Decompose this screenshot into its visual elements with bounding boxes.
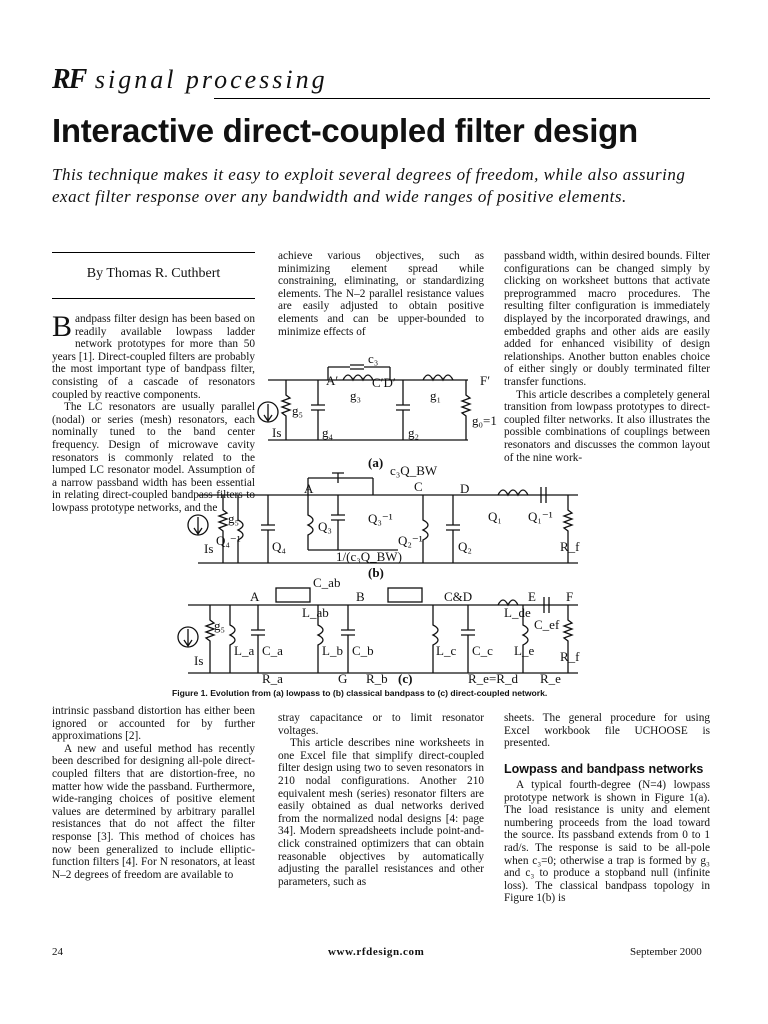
fig-label: C_a: [262, 643, 283, 658]
body-paragraph: Bandpass filter design has been based on readily available lowpass ladder network prototypes for more than 50 years [1]. Direct-coupled filters are probably the most important type of bandpass filter, consisting of a cascade of resonators coupled by reactive components.: [52, 310, 255, 401]
fig-label: Q₂: [458, 539, 472, 554]
body-paragraph: achieve various objectives, such as minimizing element spread while constraining, eliminating, or standardizing elements. The N–2 parallel resistance values are easily adjusted to obtain positive elements and can be upper-bounded to minimize effects of: [278, 250, 484, 338]
byline-rule-bottom: [52, 298, 255, 299]
body-paragraph: stray capacitance or to limit resonator voltages.: [278, 712, 484, 737]
fig-label: B: [356, 589, 365, 604]
fig-label: L_b: [322, 643, 343, 658]
fig-label: Is: [272, 425, 282, 440]
fig-label: D: [460, 481, 470, 496]
fig-label: R_b: [366, 671, 388, 686]
body-paragraph: A typical fourth-degree (N=4) lowpass prototype network is shown in Figure 1(a). The load resistance is unity and element numbering proceeds from the load toward the source. Its passband extends from 0 to 1 rad/s. The response is said to be all-pole when c₃=0; otherwise a trap is formed by g₃ and c₃ to produce a stopband null (infinite loss). The classical bandpass topology in Figure 1(b) is: [504, 779, 710, 905]
fig-label: Is: [194, 653, 204, 668]
fig-label: L_c: [436, 643, 457, 658]
fig-label: A′: [326, 373, 339, 388]
column-2-bottom: [278, 712, 484, 888]
fig-label: C_ef: [534, 617, 560, 632]
byline-rule-top: [52, 252, 255, 253]
body-paragraph: A new and useful method has recently been described for designing all-pole direct-coupled filters that are distortion-free, no matter how wide the passband. Furthermore, wide-ranging choices of positive element values are determined by arbitrary parallel resistances that do not affect the filter response [3]. This method of choices has now been generalized to include elliptic-function filters [4]. For N resonators, at least N–2 degrees of freedom are available to: [52, 742, 255, 881]
body-paragraph: sheets. The general procedure for using Excel workbook file UCHOOSE is presented.: [504, 712, 710, 750]
fig-label: g₃: [350, 388, 362, 403]
fig-label: g₅: [214, 618, 226, 633]
fig-label: R_f: [560, 649, 580, 664]
body-paragraph: This article describes nine worksheets in one Excel file that simplify direct-coupled filter design using two to seven resonators in 210 nodal configurations. Another 210 equivalent mesh (series) resonator filters are easily obtained as dual networks derived from the normalized nodal designs [4: page 34]. Modern spreadsheets include point-and-click constrained optimizers that can obtain reasonable objectives by automatically adjusting the parallel resistances and other parameters, such as: [278, 737, 484, 888]
fig-label: A: [304, 481, 314, 496]
fig-label: R_e=R_d: [468, 671, 518, 686]
fig-label: Q₂⁻¹: [398, 533, 423, 548]
fig-label: Q₃⁻¹: [368, 511, 393, 526]
fig-label: C&D: [444, 589, 473, 604]
column-3-bottom: [504, 712, 710, 750]
fig-label: 1/(c₃Q_BW): [336, 549, 402, 564]
section-header: [52, 64, 328, 96]
fig-label: L_ab: [302, 605, 329, 620]
page-number: 24: [52, 946, 63, 958]
column-1-bottom: [52, 705, 255, 881]
fig-label: G: [338, 671, 348, 686]
body-paragraph: This article describes a completely general transition from lowpass prototypes to direct-coupled filter networks. It also illustrates the possible combinations of couplings between resonators and discusses the common layout of the nine work-: [504, 388, 710, 464]
fig-label: C: [414, 479, 423, 494]
fig-label: g₅: [292, 403, 304, 418]
fig-label: g₂: [408, 425, 420, 440]
fig-tag: (a): [368, 455, 384, 470]
fig-label: C_c: [472, 643, 493, 658]
fig-label: F: [566, 589, 574, 604]
fig-label: C_b: [352, 643, 374, 658]
fig-label: c₃: [368, 355, 379, 366]
fig-label: Q₁: [488, 509, 502, 524]
fig-tag: (c): [398, 671, 413, 686]
figure-caption: Figure 1. Evolution from (a) lowpass to (b) classical bandpass to (c) direct-coupled network.: [172, 688, 548, 698]
article-title: Interactive direct-coupled filter design: [52, 112, 638, 149]
fig-label: Q₃: [318, 519, 332, 534]
column-2-top: [278, 250, 484, 338]
section-name: signal processing: [94, 65, 328, 94]
fig-tag: (b): [368, 565, 384, 580]
fig-label: Q₁⁻¹: [528, 509, 553, 524]
figure-1-schematic: [168, 355, 598, 687]
issue-date: September 2000: [630, 946, 702, 958]
fig-label: E: [528, 589, 536, 604]
body-paragraph: passband width, within desired bounds. Filter configurations can be changed simply by clicking on worksheet buttons that activate preprogrammed macro procedures. The resulting filter configuration is immediately displayed by the incorporated drawings, and embedded graphs and other aids are easily added for enhanced visibility of design relationships. Another button enables choice of either singly or doubly terminated filter transfer functions.: [504, 250, 710, 388]
fig-label: Q₄⁻¹: [216, 533, 241, 548]
fig-label: R_a: [262, 671, 283, 686]
fig-label: R_e: [540, 671, 561, 686]
article-deck: This technique makes it easy to exploit several degrees of freedom, while also assuring exact filter response over any bandwidth and wide ranges of positive elements.: [52, 165, 686, 206]
subhead: Lowpass and bandpass networks: [504, 762, 704, 776]
fig-label: A: [250, 589, 260, 604]
fig-label: Q₄: [272, 539, 286, 554]
drop-cap: B: [52, 310, 73, 343]
fig-label: R_f: [560, 539, 580, 554]
fig-label: L_e: [514, 643, 535, 658]
fig-label: L_de: [504, 605, 531, 620]
fig-label: g₅: [228, 511, 240, 526]
fig-label: c₃Q_BW: [390, 463, 438, 478]
rf-logo: RF: [52, 64, 86, 95]
fig-label: g₀=1: [472, 413, 497, 428]
fig-label: g₁: [430, 388, 442, 403]
fig-label: C′D′: [372, 375, 396, 390]
fig-label: L_a: [234, 643, 255, 658]
footer-url: www.rfdesign.com: [328, 946, 425, 958]
body-paragraph: The LC resonators are usually parallel (nodal) or series (mesh) resonators, each nominally tuned to the band center frequency. Design of microwave cavity resonators is commonly related to the lumped LC resonator model. Assumption of a narrow passband width has been essential in relating direct-coupled bandpass filters to lowpass prototype networks, and the: [52, 401, 255, 514]
fig-label: Is: [204, 541, 214, 556]
fig-label: F′: [480, 373, 491, 388]
fig-label: g₄: [322, 425, 334, 440]
fig-label: C_ab: [313, 575, 341, 590]
header-rule: [214, 98, 710, 99]
byline: By Thomas R. Cuthbert: [86, 266, 221, 281]
body-paragraph: intrinsic passband distortion has either been ignored or accounted for by further approximations [2].: [52, 705, 255, 743]
